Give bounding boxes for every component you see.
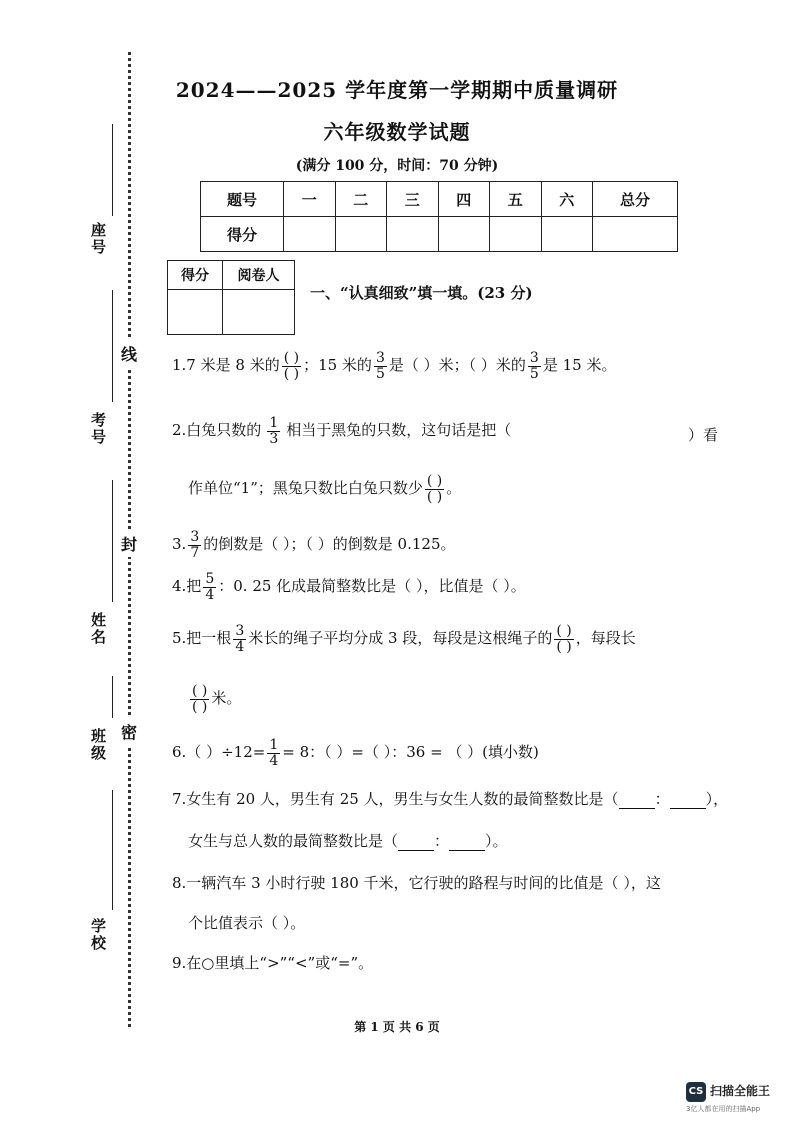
fraction-blank[interactable]: $\frac{( )}{( )}$ xyxy=(192,683,208,715)
score-cell: 五 xyxy=(490,182,542,217)
question-3: 3. $\frac{3}{7}$ 的倒数是（ ）；（ ）的倒数是 0.125。 xyxy=(172,529,456,561)
score-cell: 得分 xyxy=(201,217,284,252)
question-4: 4.把 $\frac{5}{4}$ ：0. 25 化成最简整数比是（ ），比值是（ ）。 xyxy=(172,571,526,603)
score-input-cell[interactable] xyxy=(541,217,593,252)
grader-score-cell[interactable] xyxy=(168,290,223,335)
question-7: 7.女生有 20 人，男生有 25 人，男生与女生人数的最简整数比是（ ： ）， xyxy=(172,790,729,808)
question-7-line-2: 女生与总人数的最简整数比是（ ： ）。 xyxy=(188,832,508,850)
seal-char-seal: 封 xyxy=(121,530,137,557)
answer-blank[interactable] xyxy=(670,790,706,809)
score-table-header-row xyxy=(201,182,678,217)
score-cell: 一 xyxy=(284,182,336,217)
class-label: 班级 xyxy=(89,728,107,762)
score-cell: 总分 xyxy=(593,182,678,217)
seal-char-line: 线 xyxy=(121,340,137,367)
answer-blank[interactable] xyxy=(398,832,434,851)
question-8-line-2: 个比值表示（ ）。 xyxy=(188,914,306,932)
fraction-blank[interactable]: $\frac{( )}{( )}$ xyxy=(283,350,300,382)
score-cell: 三 xyxy=(387,182,439,217)
exam-number-line xyxy=(112,290,113,402)
fraction-blank[interactable]: $\frac{( )}{( )}$ xyxy=(426,473,443,505)
fraction: $\frac{3}{5}$ xyxy=(529,350,539,382)
grader-reader-cell[interactable] xyxy=(223,290,295,335)
exam-subtitle: 六年级数学试题 xyxy=(323,120,471,144)
question-5: 5.把一根 $\frac{3}{4}$ 米长的绳子平均分成 3 段，每段是这根绳子的 $\frac{( )}{( )}$ ，每段长 xyxy=(172,623,636,655)
camscanner-name: 扫描全能王 xyxy=(710,1084,771,1098)
score-input-cell[interactable] xyxy=(387,217,439,252)
fraction: $\frac{5}{4}$ xyxy=(205,571,215,603)
grader-reader-label: 阅卷人 xyxy=(223,261,295,290)
school-line xyxy=(112,790,113,910)
score-cell: 二 xyxy=(335,182,387,217)
score-cell: 四 xyxy=(438,182,490,217)
fraction-blank[interactable]: $\frac{( )}{( )}$ xyxy=(556,623,572,655)
score-input-cell[interactable] xyxy=(284,217,336,252)
question-5-line-2: $\frac{( )}{( )}$ 米。 xyxy=(192,683,242,715)
fraction: $\frac{1}{4}$ xyxy=(269,737,279,769)
question-2-line-2: 作单位“1”；黑兔只数比白兔只数少 $\frac{( )}{( )}$ 。 xyxy=(188,473,462,505)
name-line xyxy=(112,480,113,602)
score-table xyxy=(200,181,678,252)
score-input-cell[interactable] xyxy=(593,217,678,252)
score-input-cell[interactable] xyxy=(335,217,387,252)
fraction: $\frac{3}{5}$ xyxy=(375,350,385,382)
fraction: $\frac{3}{4}$ xyxy=(235,623,245,655)
answer-blank[interactable] xyxy=(449,832,485,851)
score-input-cell[interactable] xyxy=(490,217,542,252)
grader-score-label: 得分 xyxy=(168,261,223,290)
question-6: 6.（ ）÷12= $\frac{1}{4}$ = 8：（ ）=（ ）：36 = （ ）(填小数) xyxy=(172,737,539,769)
seat-number-label: 座号 xyxy=(89,222,107,256)
exam-number-label: 考号 xyxy=(89,412,107,446)
question-8: 8.一辆汽车 3 小时行驶 180 千米，它行驶的路程与时间的比值是（ ），这 xyxy=(172,874,661,892)
score-input-cell[interactable] xyxy=(438,217,490,252)
score-table-score-row xyxy=(201,217,678,252)
grader-table xyxy=(167,260,295,335)
camscanner-logo-icon: CS xyxy=(686,1082,706,1102)
question-2: 2.白兔只数的 $\frac{1}{3}$ 相当于黑兔的只数，这句话是把（ ）看 xyxy=(172,415,719,447)
class-line xyxy=(112,676,113,718)
fraction: $\frac{1}{3}$ xyxy=(269,415,279,447)
score-cell: 题号 xyxy=(201,182,284,217)
school-label: 学校 xyxy=(89,918,107,952)
name-label: 姓名 xyxy=(89,612,107,646)
question-9: 9.在○里填上“>”“<”或“=”。 xyxy=(172,954,374,972)
score-cell: 六 xyxy=(541,182,593,217)
exam-note: (满分 100 分，时间：70 分钟) xyxy=(295,158,499,174)
exam-title: 2024——2025 学年度第一学期期中质量调研 xyxy=(175,78,619,102)
camscanner-tagline: 3亿人都在用的扫描App xyxy=(686,1105,761,1113)
answer-blank[interactable] xyxy=(619,790,655,809)
section-heading: 一、“认真细致”填一填。(23 分) xyxy=(310,284,533,302)
seat-number-line xyxy=(112,124,113,216)
page-footer: 第 1 页 共 6 页 xyxy=(354,1020,440,1034)
seal-char-secret: 密 xyxy=(121,718,137,745)
question-1: 1.7 米是 8 米的 $\frac{( )}{( )}$ ；15 米的 $\frac{3}{5}$ 是（ ）米；（ ）米的 $\frac{3}{5}$ 是 15 米。 xyxy=(172,350,617,382)
fraction: $\frac{3}{7}$ xyxy=(190,529,200,561)
